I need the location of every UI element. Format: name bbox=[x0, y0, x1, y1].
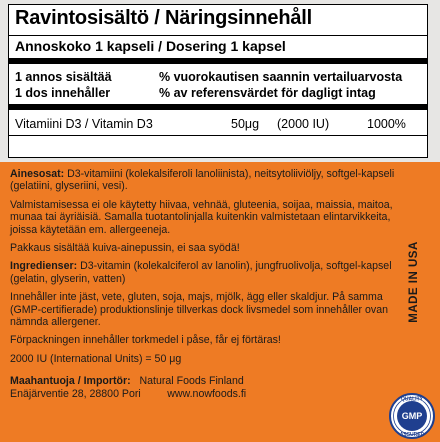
nutrient-iu: (2000 IU) bbox=[277, 117, 330, 131]
sv-allergen-info: Innehåller inte jäst, vete, gluten, soja, majs, mjölk, ägg eller skaldjur. På samma (GMP-certifierade) produktionslinje tillverkas dock livsmedel som innehåller ovan nämnda allergener. bbox=[10, 291, 388, 329]
importer-heading: Maahantuoja / Importör: bbox=[10, 375, 131, 388]
sv-ingredients-heading: Ingredienser: bbox=[10, 260, 78, 273]
sv-ingredients-text: D3-vitamin (kolekalciferol av lanolin), jungfruolivolja, softgel-kapsel (gelatin, glyserin, vatten) bbox=[10, 260, 392, 285]
importer-website: www.nowfoods.fi bbox=[167, 387, 247, 400]
header-left-fi: 1 annos sisältää bbox=[15, 70, 112, 84]
label-text bbox=[10, 168, 400, 406]
iu-conversion: 2000 IU (International Units) = 50 μg bbox=[10, 352, 182, 365]
nutrient-name: Vitamiini D3 / Vitamin D3 bbox=[15, 117, 153, 131]
divider bbox=[9, 135, 427, 136]
header-left-sv: 1 dos innehåller bbox=[15, 86, 111, 100]
divider-thick bbox=[9, 58, 427, 64]
nutrition-facts-panel bbox=[8, 4, 428, 158]
sv-ingredients bbox=[10, 260, 400, 285]
seal-bottom-text: ASSURED bbox=[399, 432, 425, 438]
fi-ingredients-heading: Ainesosat: bbox=[10, 168, 65, 180]
importer-address: Enäjärventie 28, 28800 Pori bbox=[10, 387, 141, 400]
fi-ingredients bbox=[10, 168, 400, 193]
seal-top-text: QUALITY bbox=[401, 396, 423, 403]
facts-title: Ravintosisältö / Näringsinnehåll bbox=[15, 7, 312, 29]
seal-center-text: GMP bbox=[401, 411, 423, 421]
sv-desiccant-warning: Förpackningen innehåller torkmedel i påse, får ej förtäras! bbox=[10, 334, 281, 347]
importer-name: Natural Foods Finland bbox=[139, 375, 244, 388]
importer bbox=[10, 375, 400, 400]
nutrient-amount: 50μg bbox=[231, 117, 260, 131]
header-right-fi: % vuorokautisen saannin vertailuarvosta bbox=[159, 70, 403, 84]
gmp-seal-icon bbox=[388, 392, 436, 440]
header-right-sv: % av referensvärdet för dagligt intag bbox=[159, 86, 376, 100]
fi-allergen-info: Valmistamisessa ei ole käytetty hiivaa, vehnää, gluteenia, soijaa, maissia, maitoa, munaa tai äyriäisiä. Samalla tuotantolinjalla kuitenkin valmistetaan elintarvikkeita, joissa käytetään em. allergeeneja. bbox=[10, 198, 393, 236]
fi-desiccant-warning: Pakkaus sisältää kuiva-ainepussin, ei saa syödä! bbox=[10, 242, 240, 255]
nutrient-percent: 1000% bbox=[367, 117, 406, 131]
fi-ingredients-text: D3-vitamiini (kolekalsiferoli lanoliinista), neitsytoliiviöljy, softgel-kapseli (gelatiini, glyseriini, vesi). bbox=[10, 168, 395, 193]
serving-size: Annoskoko 1 kapseli / Dosering 1 kapsel bbox=[15, 38, 286, 54]
divider bbox=[9, 35, 427, 36]
divider-thick bbox=[9, 104, 427, 110]
